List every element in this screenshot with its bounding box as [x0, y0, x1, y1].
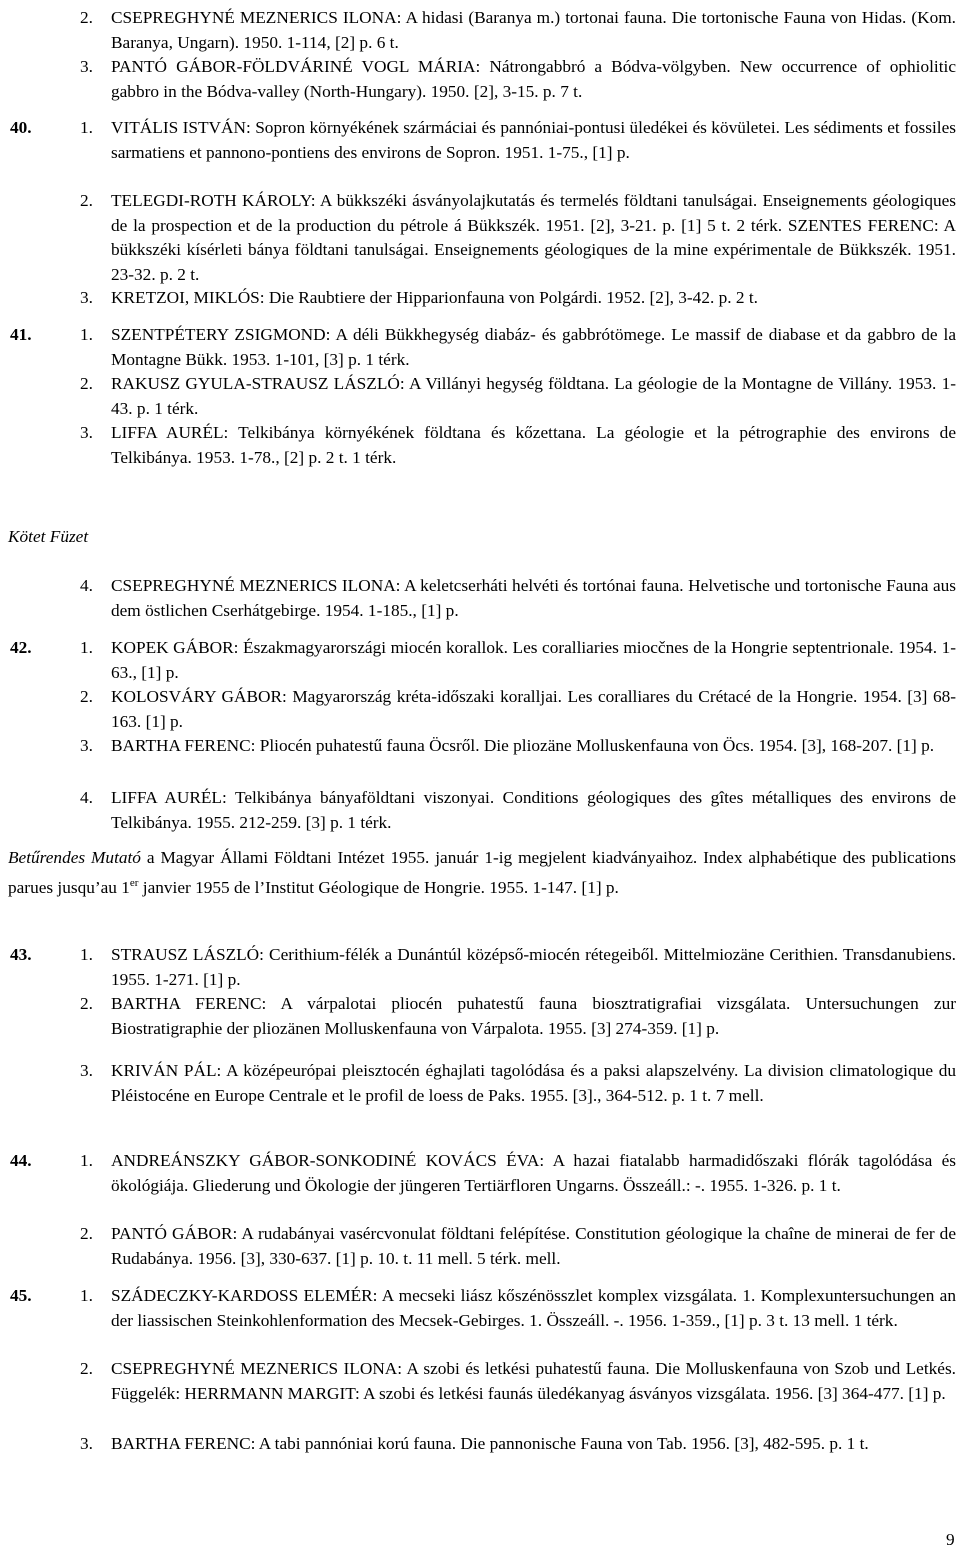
entry-text: LIFFA AURÉL: Telkibánya környékének földtana és kőzettana. La géologie et la pétrographie des environs de Telkibánya. 1953. 1-78., [2] p. 2 t. 1 térk.: [111, 423, 956, 467]
entry-number: 2.: [80, 687, 93, 706]
index-entry: [8, 846, 956, 900]
volume-number: 42.: [10, 638, 32, 657]
entry-text: SZENTPÉTERY ZSIGMOND: A déli Bükkhegység diabáz- és gabbrótömege. Le massif de diabase et da gabbro de la Montagne Bükk. 1953. 1-101, [3] p. 1 térk.: [111, 325, 956, 369]
entry-text: KOLOSVÁRY GÁBOR: Magyarország kréta-időszaki koralljai. Les coralliares du Crétacé de la Hongrie. 1954. [3] 68-163. [1] p.: [111, 687, 956, 731]
page-number: 9: [946, 1530, 955, 1549]
volume-number: 45.: [10, 1286, 32, 1305]
entry-number: 1.: [80, 1286, 93, 1305]
volume-number: 43.: [10, 945, 32, 964]
entry-number: 4.: [80, 576, 93, 595]
entry-number: 1.: [80, 118, 93, 137]
entry-text: KRIVÁN PÁL: A középeurópai pleisztocén éghajlati tagolódása és a paksi alapszelvény. La division climatologique du Pléistocéne en Europe Centrale et le profil de loess de Paks. 1955. [3]., 364-512. p. 1 t. 7 mell.: [111, 1061, 956, 1105]
entry-number: 3.: [80, 1061, 93, 1080]
entry-text: BARTHA FERENC: A tabi pannóniai korú fauna. Die pannonische Fauna von Tab. 1956. [3], 482-595. p. 1 t.: [111, 1434, 869, 1453]
entry-text: TELEGDI-ROTH KÁROLY: A bükkszéki ásványolajkutatás és termelés földtani tanulságai. Enseignements géologiques de la prospection et de la production du pétrole á Bükkszék. 1951. [2], 3-21. p. [1] 5 t. 2 térk. SZENTES FERENC: A bükkszéki kísérleti bánya földtani tanulságai. Enseignements géologiques de la mine expérimentale de Bükkszék. 1951. 23-32. p. 2 t.: [111, 191, 956, 284]
entry-number: 3.: [80, 423, 93, 442]
entry-text: CSEPREGHYNÉ MEZNERICS ILONA: A szobi és letkési puhatestű fauna. Die Molluskenfauna von Szob und Letkés. Függelék: HERRMANN MARGIT: A szobi és letkési faunás üledékanyag ásványos vizsgálata. 1956. [3] 364-477. [1] p.: [111, 1359, 956, 1403]
entry-number: 2.: [80, 8, 93, 27]
entry-text: RAKUSZ GYULA-STRAUSZ LÁSZLÓ: A Villányi hegység földtana. La géologie de la Montagne de Villány. 1953. 1-43. p. 1 térk.: [111, 374, 956, 418]
volume-number: 44.: [10, 1151, 32, 1170]
volume-number: 41.: [10, 325, 32, 344]
superscript: er: [129, 876, 139, 889]
entry-number: 3.: [80, 57, 93, 76]
entry-text: BARTHA FERENC: Pliocén puhatestű fauna Öcsről. Die pliozäne Molluskenfauna von Öcs. 1954. [3], 168-207. [1] p.: [111, 736, 935, 755]
section-heading: Kötet Füzet: [8, 527, 89, 546]
entry-text: CSEPREGHYNÉ MEZNERICS ILONA: A hidasi (Baranya m.) tortonai fauna. Die tortonische Fauna von Hidas. (Kom. Baranya, Ungarn). 1950. 1-114, [2] p. 6 t.: [111, 8, 956, 52]
index-title-part: Mutató: [91, 848, 141, 867]
volume-number: 40.: [10, 118, 32, 137]
entry-text: SZÁDECZKY-KARDOSS ELEMÉR: A mecseki liász kőszénösszlet komplex vizsgálata. 1. Komplexuntersuchungen an der liassischen Steinkohlenformation des Mecsek-Gebirges. 1. Összeáll. -. 1956. 1-359., [1] p. 3 t. 13 mell. 1 térk.: [111, 1286, 956, 1330]
entry-text: KOPEK GÁBOR: Északmagyarországi miocén korallok. Les coralliaries miocčnes de la Hongrie septentrionale. 1954. 1-63., [1] p.: [111, 638, 956, 682]
index-text: janvier 1955 de l’Institut Géologique de Hongrie. 1955. 1-147. [1] p.: [138, 877, 619, 897]
entry-number: 3.: [80, 736, 93, 755]
entry-number: 4.: [80, 788, 93, 807]
entry-text: ANDREÁNSZKY GÁBOR-SONKODINÉ KOVÁCS ÉVA: A hazai fiatalabb harmadidőszaki flórák tagolódása és ökológiája. Gliederung und Ökologie der jüngeren Tertiärfloren Ungarns. Összeáll.: -. 1955. 1-326. p. 1 t.: [111, 1151, 956, 1195]
entry-number: 1.: [80, 945, 93, 964]
index-text: a Magyar Állami Földtani Intézet 1955. január 1-ig megjelent kiadványaihoz. Index alphabétique des publications parues jusqu’au 1: [8, 848, 956, 897]
entry-text: BARTHA FERENC: A várpalotai pliocén puhatestű fauna biosztratigrafiai vizsgálata. Untersuchungen zur Biostratigraphie der pliozänen Molluskenfauna von Várpalota. 1955. [3] 274-359. [1] p.: [111, 994, 956, 1038]
entry-number: 1.: [80, 638, 93, 657]
entry-text: STRAUSZ LÁSZLÓ: Cerithium-félék a Dunántúl középső-miocén rétegeiből. Mittelmiozäne Cerithien. Transdanubiens. 1955. 1-271. [1] p.: [111, 945, 956, 989]
entry-number: 2.: [80, 374, 93, 393]
entry-number: 2.: [80, 1359, 93, 1378]
entry-text: PANTÓ GÁBOR: A rudabányai vasércvonulat földtani felépítése. Constitution géologique la chaîne de minerai de fer de Rudabánya. 1956. [3], 330-637. [1] p. 10. t. 11 mell. 5 térk. mell.: [111, 1224, 956, 1268]
entry-text: CSEPREGHYNÉ MEZNERICS ILONA: A keletcserháti helvéti és tortónai fauna. Helvetische und tortonische Fauna aus dem östlichen Cserhátgebirge. 1954. 1-185., [1] p.: [111, 576, 956, 620]
entry-text: LIFFA AURÉL: Telkibánya bányaföldtani viszonyai. Conditions géologiques des gîtes métalliques des environs de Telkibánya. 1955. 212-259. [3] p. 1 térk.: [111, 788, 956, 832]
entry-number: 2.: [80, 191, 93, 210]
entry-number: 1.: [80, 1151, 93, 1170]
entry-number: 1.: [80, 325, 93, 344]
entry-number: 2.: [80, 1224, 93, 1243]
entry-number: 3.: [80, 1434, 93, 1453]
index-title-part: Betűrendes: [8, 848, 86, 867]
entry-text: PANTÓ GÁBOR-FÖLDVÁRINÉ VOGL MÁRIA: Nátrongabbró a Bódva-völgyben. New occurrence of ophiolitic gabbro in the Bódva-valley (North-Hungary). 1950. [2], 3-15. p. 7 t.: [111, 57, 956, 101]
entry-text: KRETZOI, MIKLÓS: Die Raubtiere der Hipparionfauna von Polgárdi. 1952. [2], 3-42. p. 2 t.: [111, 288, 758, 307]
entry-number: 2.: [80, 994, 93, 1013]
entry-text: VITÁLIS ISTVÁN: Sopron környékének szármáciai és pannóniai-pontusi üledékei és kövületei. Les sédiments et fossiles sarmatiens et pannono-pontiens des environs de Sopron. 1951. 1-75., [1] p.: [111, 118, 956, 162]
entry-number: 3.: [80, 288, 93, 307]
